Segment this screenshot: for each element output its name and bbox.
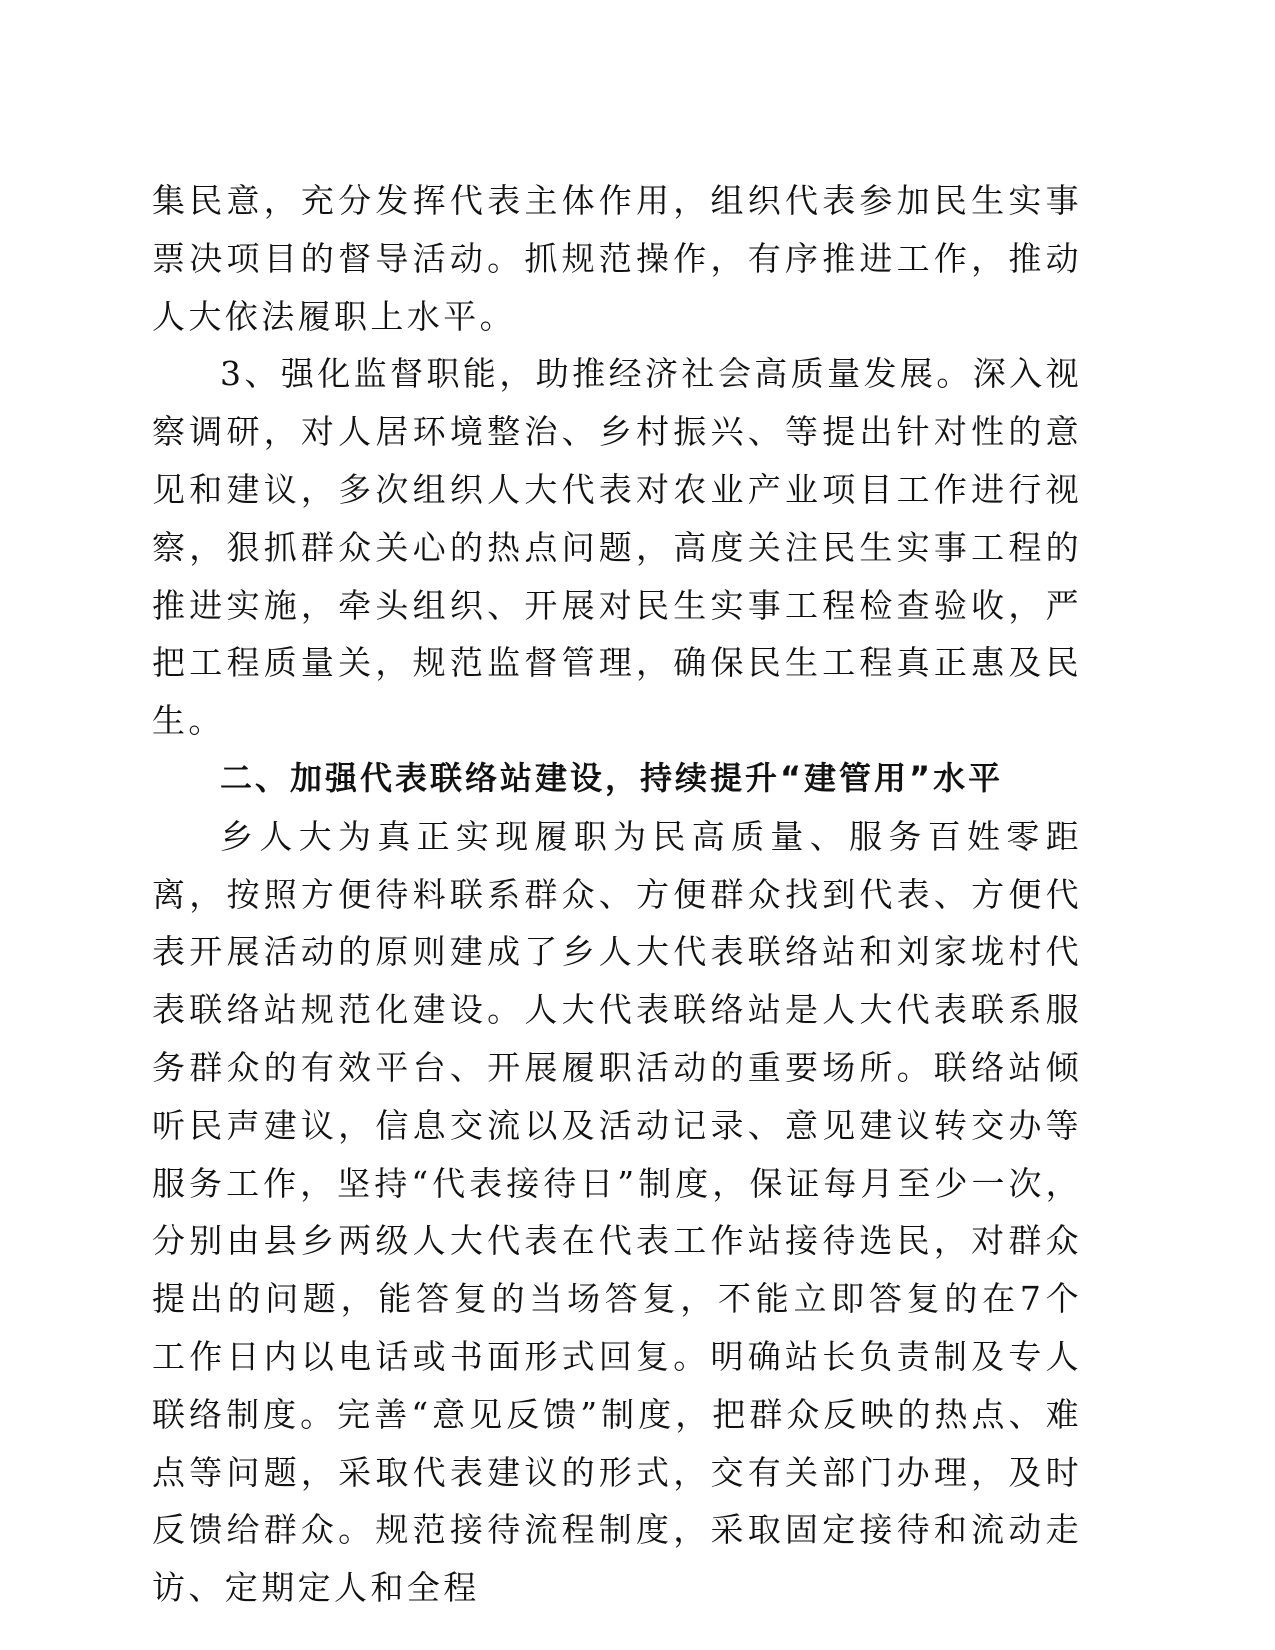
body-paragraph-3: 乡人大为真正实现履职为民高质量、服务百姓零距离，按照方便待料联系群众、方便群众找到代表、方便代表开展活动的原则建成了乡人大代表联络站和刘家垅村代表联络站规范化建设。人大代表联络站是人大代表联系服务群众的有效平台、开展履职活动的重要场所。联络站倾听民声建议，信息交流以及活动记录、意见建议转交办等服务工作，坚持“代表接待日”制度，保证每月至少一次，分别由县乡两级人大代表在代表工作站接待选民，对群众提出的问题，能答复的当场答复，不能立即答复的在7个工作日内以电话或书面形式回复。明确站长负责制及专人联络制度。完善“意见反馈”制度，把群众反映的热点、难点等问题，采取代表建议的形式，交有关部门办理，及时反馈给群众。规范接待流程制度，采取固定接待和流动走访、定期定人和全程 bbox=[152, 816, 1082, 1608]
document-body bbox=[152, 172, 1082, 1617]
body-paragraph-2: 3、强化监督职能，助推经济社会高质量发展。深入视察调研，对人居环境整治、乡村振兴、等提出针对性的意见和建议，多次组织人大代表对农业产业项目工作进行视察，狠抓群众关心的热点问题，高度关注民生实事工程的推进实施，牵头组织、开展对民生实事工程检查验收，严把工程质量关，规范监督管理，确保民生工程真正惠及民生。 bbox=[152, 354, 1082, 741]
body-paragraph-1: 集民意，充分发挥代表主体作用，组织代表参加民生实事票决项目的督导活动。抓规范操作，有序推进工作，推动人大依法履职上水平。 bbox=[152, 181, 1082, 336]
section-heading: 二、加强代表联络站建设，持续提升“建管用”水平 bbox=[220, 758, 1004, 797]
